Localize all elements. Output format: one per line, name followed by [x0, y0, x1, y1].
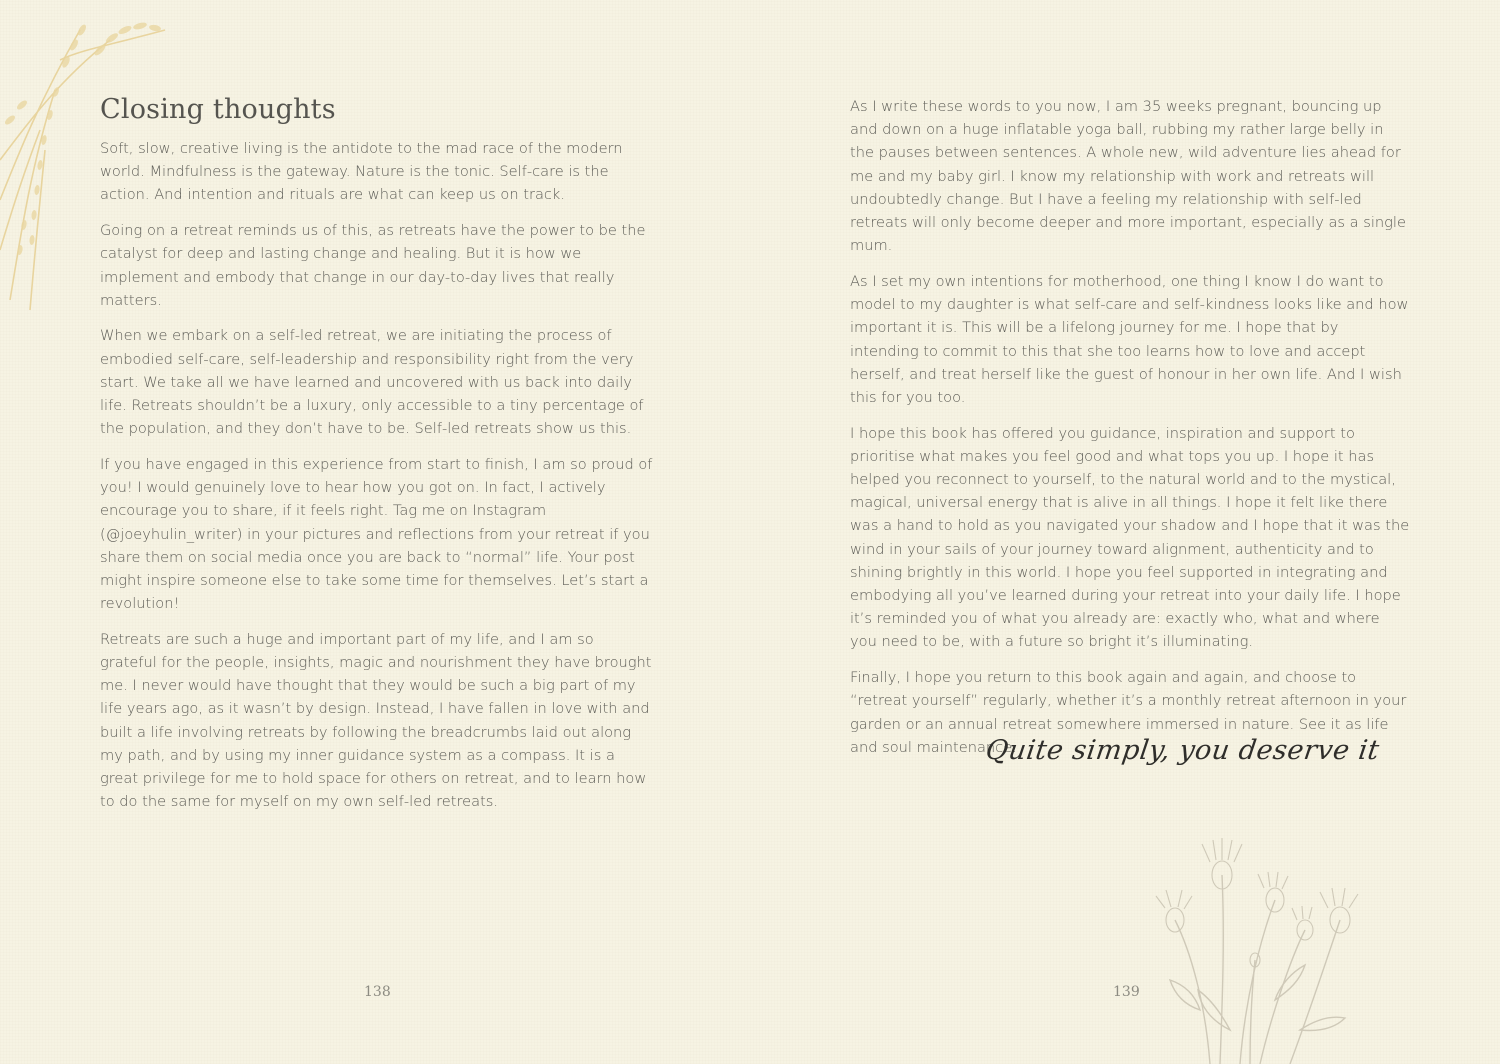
paragraph: As I set my own intentions for motherhood, one thing I know I do want to model to my daughter is what self-care and self-kindness looks like and how important it is. This will be a lifelong journey for me. I hope that by intending to commit to this that she too learns how to love and accept herself, and treat herself like the guest of honour in her own life. And I wish this for you too. [850, 272, 1409, 406]
page-number-right: 139 [1113, 984, 1140, 1000]
paragraph: Finally, I hope you return to this book again and again, and choose to “retreat yourself” regularly, whether it’s a monthly retreat afternoon in your garden or an annual retreat somewhere immersed in nature. See it as life and soul maintenance. [850, 669, 1407, 756]
paragraph: Retreats are such a huge and important part of my life, and I am so grateful for the people, insights, magic and nourishment they have brought me. I never would have thought that they would be such a big part of my life years ago, as it wasn’t by design. Instead, I have fallen in love with and built a life involving retreats by following the breadcrumbs laid out along my path, and by using my inner guidance system as a compass. It is a great privilege for me to hold space for others on retreat, and to learn how to do the same for myself on my own self-led retreats. [100, 630, 652, 811]
paragraph: I hope this book has offered you guidance, inspiration and support to prioritise what makes you feel good and what tops you up. I hope it has helped you reconnect to yourself, to the natural world and to the mystical, magical, universal energy that is alive in all things. I hope it felt like there was a hand to hold as you navigated your shadow and I hope that it was the wind in your sails of your journey toward alignment, authenticity and to shining brightly in this world. I hope you feel supported in integrating and embodying all you’ve learned during your retreat into your daily life. I hope it’s reminded you of what you already are: exactly who, what and where you need to be, with a future so bright it’s illuminating. [850, 424, 1410, 651]
paragraph: As I write these words to you now, I am 35 weeks pregnant, bouncing up and down on a huge inflatable yoga ball, rubbing my rather large belly in the pauses between sentences. A whole new, wild adventure lies ahead for me and my baby girl. I know my relationship with work and retreats will undoubtedly change. But I have a feeling my relationship with self-led retreats will only become deeper and more important, especially as a single mum. [850, 98, 1406, 255]
paragraph: Going on a retreat reminds us of this, as retreats have the power to be the catalyst for deep and lasting change and healing. But it is how we implement and embody that change in our day-to-day lives that really matters. [100, 222, 646, 309]
thistle-wildflower-illustration-icon [1150, 830, 1390, 1064]
page-number-left: 138 [364, 984, 391, 1000]
right-page [750, 0, 1500, 1064]
paragraph: When we embark on a self-led retreat, we are initiating the process of embodied self-care, self-leadership and responsibility right from the very start. We take all we have learned and uncovered with us back into daily life. Retreats shouldn’t be a luxury, only accessible to a tiny percentage of the population, and they don’t have to be. Self-led retreats show us this. [100, 327, 644, 438]
left-text-column [100, 137, 655, 826]
paragraph: If you have engaged in this experience from start to finish, I am so proud of you! I would genuinely love to hear how you got on. In fact, I actively encourage you to share, if it feels right. Tag me on Instagram (@joeyhulin_writer) in your pictures and reflections from your retreat if you share them on social media once you are back to “normal” life. Your post might inspire someone else to take some time for themselves. Let’s start a revolution! [100, 455, 653, 613]
script-closing-line: Quite simply, you deserve it [983, 735, 1382, 766]
paragraph: Soft, slow, creative living is the antidote to the mad race of the modern world. Mindfulness is the gateway. Nature is the tonic. Self-care is the action. And intention and rituals are what can keep us on track. [100, 140, 623, 204]
page-heading: Closing thoughts [100, 94, 336, 125]
right-text-column [850, 95, 1410, 771]
